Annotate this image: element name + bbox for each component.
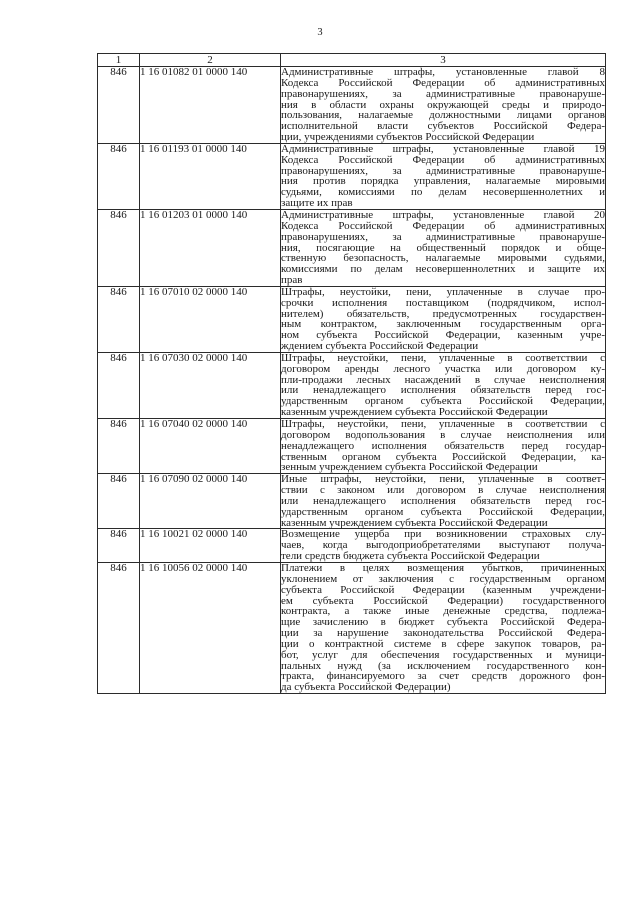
table-row [98,286,606,352]
description-line: казенным учреждением субъекта Российской Федерации [281,407,548,418]
description-line: ным контрактом, заключенным государственным орга- [281,319,605,331]
description-line: субъекта Российской Федерации (казенным учреждени- [281,584,605,596]
description-line: Штрафы, неустойки, пени, уплаченные в соответствии с [281,419,605,430]
description-line: Административные штрафы, установленные главой 19 [281,143,605,155]
description-line: зенным учреждением субъекта Российской Федерации [281,462,538,474]
description-cell [281,143,606,209]
description-line: контракта, а также иные денежные средства, подлежа- [281,606,605,618]
description-line: правонарушениях, за административные правонаруше- [281,88,605,100]
description-cell [281,286,606,352]
description-line: казенным учреждением субъекта Российской Федерации [281,517,548,529]
kbk-code-cell: 1 16 07010 02 0000 140 [140,286,281,352]
description-line: ния, посягающие на общественный порядок и обще- [281,242,605,254]
admin-code-cell: 846 [98,529,140,563]
admin-code-cell: 846 [98,352,140,418]
admin-code-cell: 846 [98,209,140,286]
description-line: чаев, когда выгодоприобретателями выступают получа- [281,540,605,552]
admin-code-cell: 846 [98,286,140,352]
description-cell [281,474,606,529]
description-line: ственным органом субъекта Российской Федерации, ка- [281,451,605,463]
table-row [98,67,606,144]
description-line: Кодекса Российской Федерации об административных [281,220,605,232]
table-row [98,529,606,563]
description-line: судьями, комиссиями по делам несовершеннолетних и [281,187,605,199]
description-line: ния в области охраны окружающей среды и природо- [281,99,605,111]
admin-code-cell: 846 [98,67,140,144]
description-line: нителем) обязательств, предусмотренных государствен- [281,308,605,320]
description-cell [281,209,606,286]
kbk-code-cell: 1 16 07040 02 0000 140 [140,419,281,474]
description-line: ном субъекта Российской Федерации, казенным учре- [281,330,605,342]
description-line: правонарушениях, за административные правонаруше- [281,231,605,243]
kbk-code-cell: 1 16 10056 02 0000 140 [140,562,281,693]
description-line: Иные штрафы, неустойки, пени, уплаченные в соответ- [281,474,605,486]
description-line: ствии с законом или договором в случае неисполнения [281,485,605,496]
description-line: Штрафы, неустойки, пени, уплаченные в случае про- [281,286,605,298]
kbk-code-cell: 1 16 01082 01 0000 140 [140,67,281,144]
description-line: ции за нарушение законодательства Российской Федера- [281,628,605,639]
table-header-row [98,54,606,67]
page-number: 3 [317,27,323,38]
description-line: исполнительной власти субъектов Российской Федера- [281,121,605,133]
description-line: или ненадлежащего исполнения обязательств перед гос- [281,385,605,397]
description-line: ции о контрактной системе в сфере закупок товаров, ра- [281,638,605,650]
kbk-code-cell: 1 16 07030 02 0000 140 [140,352,281,418]
admin-code-cell: 846 [98,419,140,474]
description-line: щие зачислению в бюджет субъекта Российской Федера- [281,617,605,629]
column-header-3: 3 [281,54,606,67]
description-line: бот, услуг для обеспечения государственных и муници- [281,649,605,661]
description-line: договором аренды лесного участка или договором ку- [281,363,605,375]
description-line: пальных нужд (за исключением государственного кон- [281,660,605,672]
description-line: пользования, налагаемые должностными лицами органов [281,110,605,122]
description-line: тели средств бюджета субъекта Российской Федерации [281,551,540,562]
description-line: Административные штрафы, установленные главой 20 [281,209,605,221]
description-line: ударственным органом субъекта Российской Федерации, [281,396,605,408]
description-cell [281,529,606,563]
kbk-code-cell: 1 16 07090 02 0000 140 [140,474,281,529]
description-line: да субъекта Российской Федерации) [281,682,451,694]
description-line: Кодекса Российской Федерации об административных [281,154,605,166]
kbk-code-cell: 1 16 01193 01 0000 140 [140,143,281,209]
table-body [98,67,606,694]
description-line: Штрафы, неустойки, пени, уплаченные в соответствии с [281,352,605,364]
table-row [98,562,606,693]
column-header-1: 1 [98,54,140,67]
kbk-code-cell: 1 16 10021 02 0000 140 [140,529,281,563]
description-line: Платежи в целях возмещения убытков, причиненных [281,562,605,574]
description-line: срочки исполнения поставщиком (подрядчиком, испол- [281,297,605,309]
revenue-codes-table [97,53,606,694]
description-cell [281,419,606,474]
description-line: ждением субъекта Российской Федерации [281,341,479,352]
description-line: ударственным органом субъекта Российской Федерации, [281,506,605,518]
table-row [98,143,606,209]
column-header-2: 2 [140,54,281,67]
description-line: ния против порядка управления, налагаемые мировыми [281,176,605,188]
description-line: комиссиями по делам несовершеннолетних и защите их [281,264,605,276]
description-line: пли-продажи лесных насаждений в случае неисполнения [281,374,605,386]
description-line: тракта, финансируемого за счет средств дорожного фон- [281,671,605,683]
description-line: ции, учреждениями субъектов Российской Федерации [281,132,535,143]
description-cell [281,352,606,418]
description-line: ем субъекта Российской Федерации) государственного [281,595,605,607]
description-line: защите их прав [281,198,353,209]
table-row [98,474,606,529]
description-line: или ненадлежащего исполнения обязательств перед гос- [281,495,605,507]
description-line: ненадлежащего исполнения обязательств перед государ- [281,440,605,452]
description-line: правонарушениях, за административные правонаруше- [281,165,605,177]
table-row [98,352,606,418]
description-cell [281,562,606,693]
description-line: Кодекса Российской Федерации об административных [281,77,605,89]
description-line: Административные штрафы, установленные главой 8 [281,67,605,78]
admin-code-cell: 846 [98,562,140,693]
table-row [98,209,606,286]
description-line: прав [281,275,303,286]
table-row [98,419,606,474]
description-cell [281,67,606,144]
admin-code-cell: 846 [98,474,140,529]
description-line: уклонением от заключения с государственным органом [281,573,605,585]
description-line: Возмещение ущерба при возникновении страховых слу- [281,529,605,541]
admin-code-cell: 846 [98,143,140,209]
description-line: ственную безопасность, налагаемые мировыми судьями, [281,253,605,265]
description-line: договором водопользования в случае неисполнения или [281,429,605,441]
kbk-code-cell: 1 16 01203 01 0000 140 [140,209,281,286]
